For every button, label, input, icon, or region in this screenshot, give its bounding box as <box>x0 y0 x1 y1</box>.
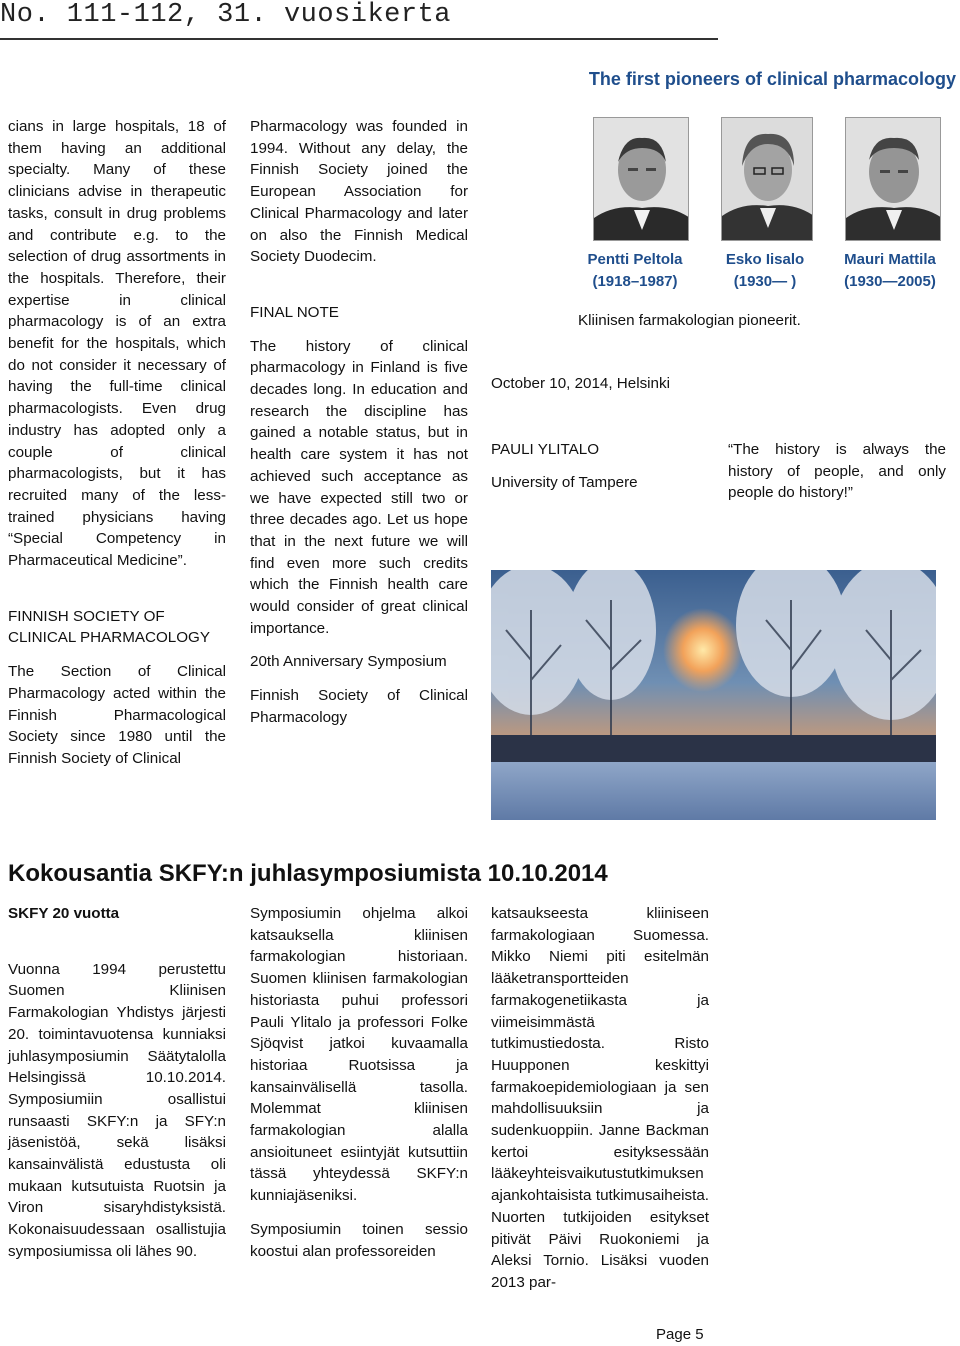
article-paragraph: Symposiumin ohjelma alkoi katsauksella kliinisen farmakologian historiaan. Suomen kliinisen farmakologian historiasta puhui professori Pauli Ylitalo ja professori Folke Sjöqvist jatkoi kuvaamalla historiaa Ruotsissa ja kansainvälisellä tasolla. Molemmat kliinisen farmakologian alalla ansioituneet esiintyjät kutsuttiin tässä yhteydessä SKFY:n kunniajäseniksi. <box>250 905 468 1205</box>
pull-quote: “The history is always the history of people, and only people do history!” <box>728 441 946 502</box>
author-affiliation: University of Tampere <box>491 474 638 491</box>
article-paragraph: The Section of Clinical Pharmacology acted within the Finnish Pharmacological Society since 1980 until the Finnish Society of Clinical <box>8 663 226 767</box>
article-column-1 <box>8 116 226 770</box>
portrait-photo-peltola <box>593 117 689 241</box>
pioneer-years: (1918–1987) <box>592 273 678 290</box>
pioneer-iisalo <box>706 249 824 293</box>
page-number: Page 5 <box>656 1326 704 1343</box>
finnish-subhead: SKFY 20 vuotta <box>8 905 120 922</box>
finnish-column-2 <box>250 903 468 1262</box>
pioneer-name: Mauri Mattila <box>844 251 936 268</box>
article-date: October 10, 2014, Helsinki <box>491 375 670 392</box>
article-paragraph: Symposiumin toinen sessio koostui alan professoreiden <box>250 1220 468 1260</box>
article-paragraph: Vuonna 1994 perustettu Suomen Kliinisen Farmakologian Yhdistys järjesti 20. toimintavuotensa kunniaksi juhlasymposiumin Säätytalolla Helsingissä 10.10.2014. Symposiumiin osallistui runsaasti SKFY:n ja SFY:n jäsenistöä, sekä lisäksi kansainvälistä edustusta oli mukaan kutsutuista Ruotsin ja Viron sisaryhdistyksistä. Kokonaisuudessaan osallistujia symposiumissa oli lähes 90. <box>8 960 226 1260</box>
article-paragraph: cians in large hospitals, 18 of them having an additional specialty. Many of these clinicians advise in therapeutic tasks, consult in drug problems and contribute e.g. to the selection of drug assortments in the hospitals. Therefore, their expertise in clinical pharmacology is of an extra benefit for the hospitals, which do not consider it necessary of having the full-time clinical pharmacologists. Even drug industry has adopted only a couple of clinical pharmacologists, but it has recruited many of the less-trained physicians having “Special Competency in Pharmaceutical Medicine”. <box>8 118 226 570</box>
finnish-column-3 <box>491 903 709 1294</box>
pioneer-mattila <box>829 249 951 293</box>
symposium-label: 20th Anniversary Symposium <box>250 653 447 671</box>
portrait-photo-iisalo <box>721 117 813 241</box>
article-paragraph: katsaukseesta kliiniseen farmakologiaan Suomessa. Mikko Niemi piti esitelmän lääketransportteiden farmakogenetiikasta ja viimeisimmästä tutkimustiedosta. Risto Huupponen keskittyi farmakoepidemiologiaan ja sen mahdollisuuksiin ja sudenkuoppiin. Janne Backman kertoi esityksessään lääkeyhteisvaikutustutkimuksen ajankohtaisista tutkimusaiheista. Nuorten tutkijoiden esitykset pitivät Päivi Ruokoniemi ja Aleksi Tornio. Lisäksi vuoden 2013 par- <box>491 905 709 1291</box>
article-paragraph: Pharmacology was founded in 1994. Without any delay, the Finnish Society joined the European Association for Clinical Pharmacology and later on also the Finnish Medical Society Duodecim. <box>250 118 468 266</box>
article-paragraph: The history of clinical pharmacology in Finland is five decades long. In education and research the discipline has gained a notable status, but in health care system it has not achieved such acceptance as we have expected still two or three decades ago. Let us hope that in the next future we will find even more such credits which the Finnish health care would consider of great clinical importance. <box>250 337 468 637</box>
article-author: PAULI YLITALO <box>491 441 600 458</box>
pioneer-peltola <box>575 249 695 293</box>
pioneer-name: Pentti Peltola <box>587 251 683 268</box>
portrait-photo-mattila <box>845 117 941 241</box>
pioneer-name: Esko Iisalo <box>725 251 805 268</box>
winter-sunset-photo <box>491 570 936 820</box>
section-heading-finnish-society: FINNISH SOCIETY OF CLINICAL PHARMACOLOGY <box>8 607 210 647</box>
photo-caption: Kliinisen farmakologian pioneerit. <box>578 312 801 329</box>
finnish-article-title: Kokousantia SKFY:n juhlasymposiumista 10.10.2014 <box>8 860 608 887</box>
society-label: Finnish Society of Clinical Pharmacology <box>250 687 468 726</box>
header-rule <box>0 38 718 40</box>
final-note-heading: FINAL NOTE <box>250 303 339 321</box>
article-column-2 <box>250 116 468 729</box>
pioneer-years: (1930— ) <box>733 273 797 290</box>
finnish-column-1 <box>8 903 226 1263</box>
pioneer-years: (1930—2005) <box>844 273 936 290</box>
pioneers-heading: The first pioneers of clinical pharmacology <box>588 69 956 89</box>
issue-header: No. 111-112, 31. vuosikerta <box>0 0 451 30</box>
